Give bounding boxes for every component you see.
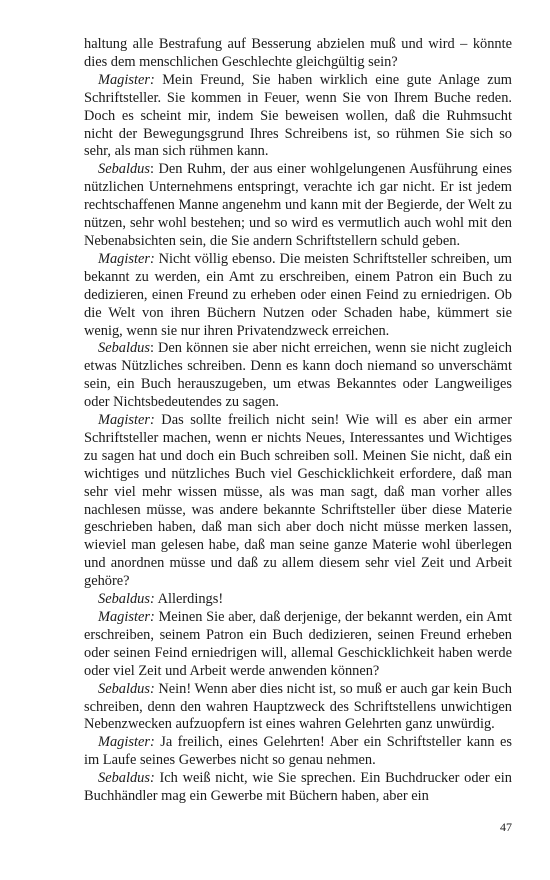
page-number: 47 (500, 820, 512, 834)
paragraph (84, 72, 512, 162)
paragraph-text: Allerdings! (154, 591, 224, 608)
speaker-name: Magister: (98, 609, 155, 625)
paragraph (84, 340, 512, 412)
speaker-name: Magister: (98, 734, 155, 751)
page-text (84, 36, 512, 806)
paragraph-text: Das sollte freilich nicht sein! Wie will es aber ein armer Schriftsteller machen, wenn er nichts Neues, Interessantes und Wichtiges zu sagen hat und doch ein Buch schreiben soll. Meinen Sie nicht, daß ein wichtiges und nützliches Buch viel Geschicklichkeit erfordere, daß man sehr viel mehr wissen müsse, als was man sagt, daß man vorher alles nachlesen müsse, was andere bekannte Schriftsteller über diese Materie geschrieben haben, daß man sich aber doch nicht müsse merken lassen, wieviel man gelesen habe, daß man seine ganze Materie wohl überlegen und anordnen müsse und daß zu allem diesem sehr viel Zeit und Arbeit gehöre? (84, 412, 512, 590)
paragraph-text: Mein Freund, Sie haben wirklich eine gute Anlage zum Schriftsteller. Sie kommen in Feuer, wenn Sie von Ihrem Buche reden. Doch es scheint mir, indem Sie beweisen wollen, daß die Ruhmsucht nicht der Bewegungsgrund Ihres Schreibens ist, so rühmen Sie sich so sehr, als man sich rühmen kann. (84, 71, 512, 160)
paragraph-text: Ja freilich, eines Gelehrten! Aber ein Schriftsteller kann es im Laufe seines Gewerbes nicht so genau nehmen. (84, 734, 512, 769)
paragraph (84, 609, 512, 681)
paragraph (84, 412, 512, 591)
paragraph-text: : Den Ruhm, der aus einer wohlgelungenen Ausführung eines nützlichen Unternehmens entspringt, verachte ich gar nicht. Er ist jedem rechtschaffenen Manne angenehm und kann mit der Begierde, der Welt zu nützen, sehr wohl bestehen; und so wird es vermutlich auch wohl mit den Nebenabsichten sein, die Sie andern Schriftstellern schuld geben. (84, 161, 512, 249)
paragraph (84, 770, 512, 806)
speaker-name: Sebaldus (98, 161, 150, 178)
speaker-name: Magister: (98, 412, 155, 429)
paragraph-text: Ich weiß nicht, wie Sie sprechen. Ein Buchdrucker oder ein Buchhändler mag ein Gewerbe mit Büchern haben, aber ein (84, 770, 512, 805)
paragraph (84, 681, 512, 735)
paragraph (84, 161, 512, 251)
speaker-name: Sebaldus (98, 340, 150, 357)
paragraph-text: Nicht völlig ebenso. Die meisten Schriftsteller schreiben, um bekannt zu werden, ein Amt zu erschreiben, einem Patron ein Buch zu dedizieren, einen Freund zu erheben oder einen Feind zu erniedrigen. Ob die Welt von ihren Büchern Nutzen oder Schaden habe, kümmert sie wenig, wenn sie nur ihren Privatendzweck erreichen. (84, 250, 512, 339)
paragraph-text: Nein! Wenn aber dies nicht ist, so muß er auch gar kein Buch schreiben, denn den wahren Hauptzweck des Schriftstellens unwichtigen Nebenzwecken aufzuopfern ist eines wahren Gelehrten ganz unwürdig. (84, 680, 512, 733)
paragraph-text: Meinen Sie aber, daß derjenige, der bekannt werden, ein Amt erschreiben, seinem Patron ein Buch dedizieren, seinen Freund erheben oder seinen Feind erniedrigen will, allemal Geschicklichkeit haben werde oder viel Zeit und Arbeit werde anwenden können? (84, 609, 512, 679)
paragraph (84, 251, 512, 341)
paragraph-continuation (84, 36, 512, 72)
paragraph (84, 591, 512, 609)
speaker-name: Sebaldus: (98, 770, 155, 787)
paragraph (84, 734, 512, 770)
speaker-name: Magister: (98, 71, 155, 88)
speaker-name: Sebaldus: (98, 591, 155, 608)
speaker-name: Magister: (98, 250, 155, 267)
speaker-name: Sebaldus: (98, 680, 155, 697)
paragraph-text: : Den können sie aber nicht erreichen, wenn sie nicht zugleich etwas Nützliches schreiben. Denn es kann doch niemand so unverschämt sein, ein Buch herauszugeben, um etwas Bekanntes oder Langweiliges oder Nichtsbedeutendes zu sagen. (84, 340, 512, 411)
paragraph-text: haltung alle Bestrafung auf Besserung abzielen muß und wird – könnte dies dem menschlichen Geschlechte gleichgültig sein? (84, 36, 512, 70)
